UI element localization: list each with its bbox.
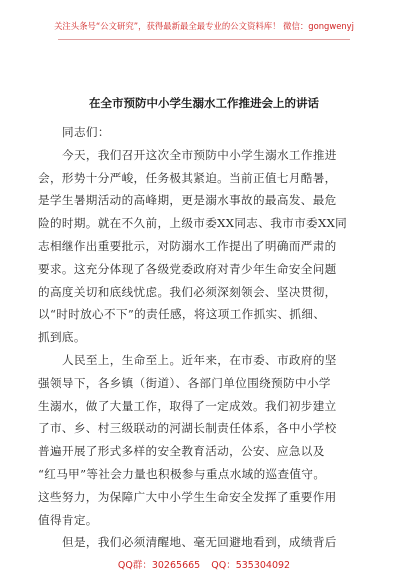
document-title: 在全市预防中小学生溺水工作推进会上的讲话: [89, 96, 319, 110]
footer-qq: QQ：535304092: [211, 560, 291, 571]
body-line: 这些努力，为保障广大中小学生生命安全发挥了重要作用: [38, 489, 337, 504]
header-promo-text: 关注头条号“公文研究”，获得最新最全最专业的公文资料库！ 微信：gongwenyj: [54, 21, 354, 31]
footer-contact: [0, 557, 408, 571]
body-line: 志相继作出重要批示，对防溺水工作提出了明确而严肃的: [38, 238, 337, 253]
body-line: 抓到底。: [38, 330, 86, 345]
body-line: 生溺水，做了大量工作，取得了一定成效。我们初步建立: [38, 398, 337, 413]
body-line: 以“时时放心不下”的责任感，将这项工作抓实、抓细、: [38, 307, 326, 322]
body-line: 要求。这充分体现了各级党委政府对青少年生命安全问题: [38, 261, 337, 276]
body-line: 今天，我们召开这次全市预防中小学生溺水工作推进: [62, 147, 337, 162]
body-line: “红马甲”等社会力量也积极参与重点水域的巡查值守。: [38, 466, 326, 481]
body-line: 强领导下，各乡镇（街道）、各部门单位围绕预防中小学: [38, 375, 331, 390]
body-line: 会，形势十分严峻，任务极其紧迫。当前正值七月酷暑，: [38, 170, 337, 185]
body-line: 值得肯定。: [38, 512, 98, 527]
body-line: 了市、乡、村三级联动的河湖长制责任体系，各中小学校: [38, 421, 337, 436]
document-body: [38, 121, 350, 554]
body-line: 险的时期。就在不久前，上级市委XX同志、我市市委XX同: [38, 216, 348, 231]
body-line: 是学生暑期活动的高峰期，更是溺水事故的最高发、最危: [38, 193, 337, 208]
body-line: 人民至上，生命至上。近年来，在市委、市政府的坚: [62, 352, 337, 367]
body-line: 但是，我们必须清醒地、毫无回避地看到，成绩背后: [62, 535, 337, 550]
footer-qq-group: QQ群：30265665: [117, 560, 201, 571]
header-divider: [58, 39, 350, 40]
body-line: 的高度关切和底线忧虑。我们必须深刻领会、坚决贯彻，: [38, 284, 337, 299]
body-line: 普遍开展了形式多样的安全教育活动，公安、应急以及: [38, 444, 325, 459]
salutation: 同志们：: [62, 125, 110, 139]
